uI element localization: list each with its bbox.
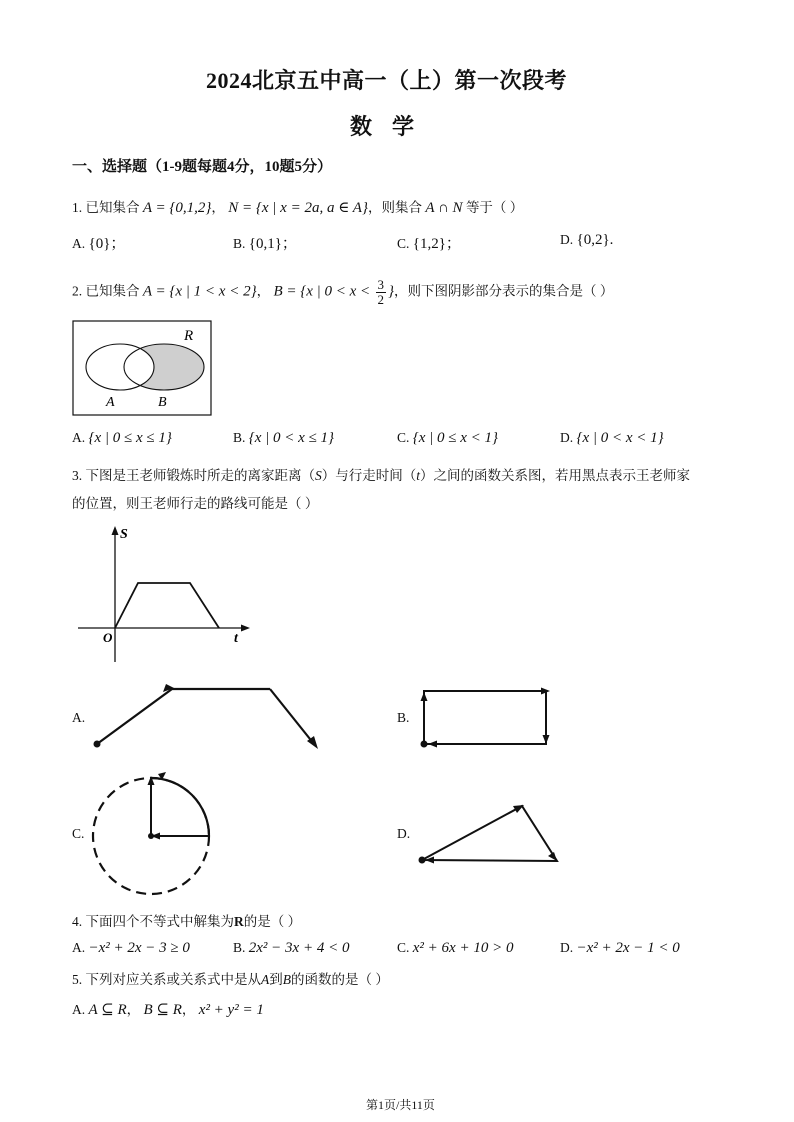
q4-stem-part: 4. 下面四个不等式中解集为	[72, 914, 234, 929]
distance-curve	[115, 583, 219, 628]
q1-option-c	[397, 232, 461, 253]
q5-var-b: B	[282, 972, 291, 987]
q2-suffix: ，则下图阴影部分表示的集合是（ ）	[394, 283, 614, 299]
q4-stem-part: 的是（ ）	[243, 914, 302, 929]
option-letter: D.	[560, 232, 574, 247]
home-dot-icon	[148, 833, 154, 839]
q3-stem-part: 3. 下图是王老师锻炼时所走的离家距离（	[72, 468, 315, 483]
q3-option-b-label: B.	[397, 710, 410, 725]
q3-var-t: t	[416, 468, 421, 483]
option-text: {x | 0 ≤ x < 1}	[412, 430, 499, 446]
q1-option-b	[233, 232, 297, 253]
route-a	[90, 680, 330, 760]
option-sep: ，	[181, 1002, 196, 1017]
q1-stem-prefix: 1. 已知集合	[72, 200, 140, 215]
distance-time-graph	[74, 522, 254, 668]
q2-stem-prefix: 2. 已知集合	[72, 283, 140, 299]
q1-expr: A ∩ N	[425, 200, 463, 216]
arrow-icon	[421, 692, 428, 701]
option-letter: B.	[233, 236, 246, 251]
q5-stem-part: 5. 下列对应关系或关系式中是从	[72, 972, 261, 987]
home-dot-icon	[419, 857, 426, 864]
option-letter: A.	[72, 940, 86, 955]
q1-suffix-b: 等于（ ）	[465, 200, 524, 215]
q2-sep: ，	[256, 283, 271, 299]
x-axis-arrow	[241, 625, 250, 632]
option-text: {x | 0 < x < 1}	[576, 430, 664, 446]
subject-title: 数学	[350, 114, 435, 139]
exam-title: 2024北京五中高一（上）第一次段考	[206, 68, 568, 93]
q3-var-s: S	[315, 468, 322, 483]
question-2	[72, 278, 613, 307]
option-text: {0,2}.	[576, 232, 614, 248]
option-text: x² + 6x + 10 > 0	[412, 940, 514, 956]
question-1	[72, 196, 523, 217]
question-3-line-2: 的位置，则王老师行走的路线可能是（ ）	[72, 496, 319, 511]
q2-option-a	[72, 430, 172, 447]
q3-stem-part: ）与行走时间（	[321, 468, 417, 483]
question-5	[72, 968, 389, 988]
option-letter: C.	[397, 940, 410, 955]
option-text: {0,1}；	[248, 236, 297, 252]
universe-label: R	[184, 328, 194, 344]
route-b-path	[424, 691, 546, 744]
route-c-arc	[151, 778, 209, 836]
route-d-path	[422, 806, 557, 861]
home-dot-icon	[94, 741, 101, 748]
set-a-label: A	[106, 395, 115, 410]
q5-option-a	[72, 998, 264, 1019]
q2-option-d	[560, 430, 664, 447]
q3-option-c-label: C.	[72, 826, 85, 841]
route-a-segment	[270, 689, 314, 744]
option-sep: ，	[126, 1002, 141, 1017]
option-text: A ⊆ R	[88, 1002, 127, 1018]
y-axis-arrow	[112, 526, 119, 535]
q5-var-a: A	[261, 972, 270, 987]
q1-option-d	[560, 232, 613, 249]
option-text: −x² + 2x − 1 < 0	[576, 940, 680, 956]
q2-option-b	[233, 430, 334, 447]
option-letter: C.	[397, 430, 410, 445]
q2-set-b-right: }	[388, 283, 395, 300]
page-number: 第1页/共11页	[366, 1098, 435, 1112]
q1-option-a	[72, 232, 125, 253]
y-axis-label: S	[120, 527, 128, 542]
fraction-numerator: 3	[377, 277, 385, 292]
option-text: 2x² − 3x + 4 < 0	[248, 940, 350, 956]
option-text: −x² + 2x − 3 ≥ 0	[88, 940, 190, 956]
q1-suffix-a: ，则集合	[367, 200, 422, 215]
q2-set-b-left: B = {x | 0 < x <	[273, 283, 371, 300]
venn-diagram	[72, 320, 212, 416]
option-letter: A.	[72, 1002, 86, 1017]
x-axis-label: t	[234, 631, 238, 646]
route-d	[414, 798, 564, 868]
q4-option-d	[560, 940, 680, 957]
option-letter: B.	[233, 430, 246, 445]
q2-fraction	[376, 278, 387, 307]
option-text: B ⊆ R	[143, 1002, 182, 1018]
option-letter: A.	[72, 430, 86, 445]
route-b	[416, 684, 556, 752]
q4-option-b	[233, 940, 349, 957]
q1-sep: ，	[211, 200, 225, 215]
q3-stem-part: ）之间的函数关系图，若用黑点表示王老师家	[420, 468, 691, 483]
arrow-icon	[543, 735, 550, 744]
q5-stem-part: 到	[269, 972, 283, 987]
set-b-label: B	[158, 395, 167, 410]
section-heading: 一、选择题（1-9题每题4分，10题5分）	[72, 159, 332, 175]
q2-set-a: A = {x | 1 < x < 2}	[142, 283, 257, 300]
q4-option-c	[397, 940, 513, 957]
option-text: x² + y² = 1	[198, 1002, 264, 1018]
q4-option-a	[72, 940, 190, 957]
option-letter: A.	[72, 236, 86, 251]
q3-option-a-label: A.	[72, 710, 86, 725]
q1-set-n: N = {x | x = 2a, a ∈ A}	[228, 200, 368, 216]
option-text: {x | 0 < x ≤ 1}	[248, 430, 335, 446]
option-text: {1,2}；	[412, 236, 461, 252]
q5-stem-part: 的函数的是（ ）	[291, 972, 389, 987]
home-dot-icon	[421, 741, 428, 748]
option-letter: B.	[233, 940, 246, 955]
option-text: {0}；	[88, 236, 126, 252]
q4-real-set: R	[234, 914, 244, 929]
option-text: {x | 0 ≤ x ≤ 1}	[88, 430, 172, 446]
fraction-denominator: 2	[377, 292, 385, 307]
arrow-icon	[428, 741, 437, 748]
route-c	[88, 768, 218, 898]
option-letter: D.	[560, 430, 574, 445]
q2-option-c	[397, 430, 498, 447]
question-4	[72, 910, 301, 930]
q1-set-a: A = {0,1,2}	[142, 200, 212, 216]
option-letter: D.	[560, 940, 574, 955]
arrow-icon	[548, 852, 557, 861]
question-3-line-1	[72, 464, 690, 484]
route-a-path	[97, 689, 270, 744]
origin-label: O	[103, 630, 113, 645]
q3-option-d-label: D.	[397, 826, 411, 841]
option-letter: C.	[397, 236, 410, 251]
